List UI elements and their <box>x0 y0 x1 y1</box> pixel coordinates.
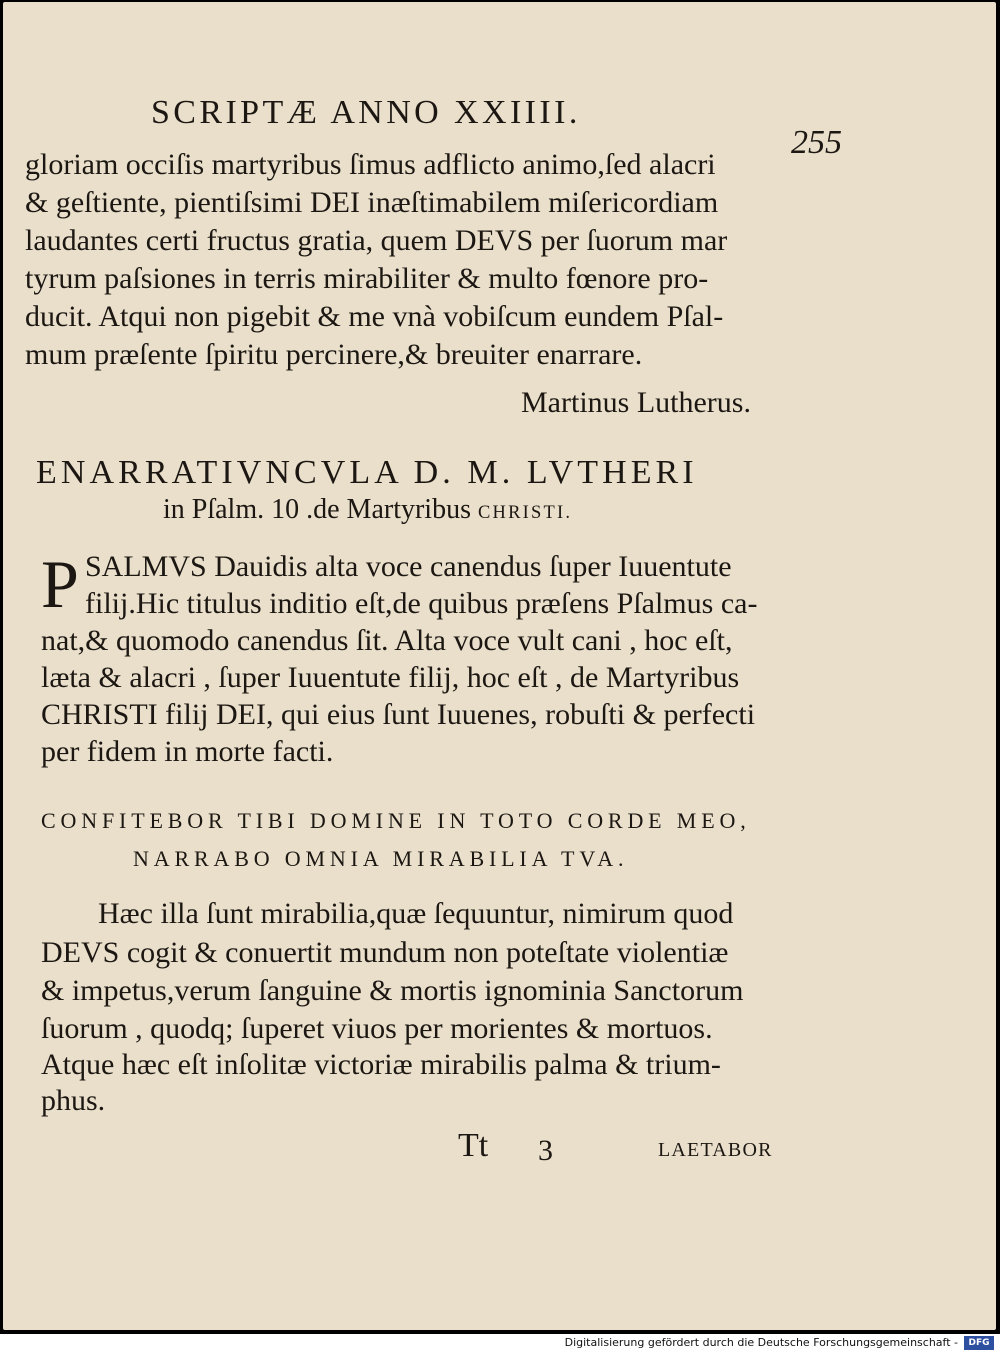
signature-number: 3 <box>538 1134 553 1167</box>
section-subtitle <box>163 494 572 526</box>
signature: Martinus Lutherus. <box>521 386 751 419</box>
text-line: & impetus,verum ſanguine & mortis ignominia Sanctorum <box>41 974 744 1007</box>
text-line: tyrum paſsiones in terris mirabiliter & multo fœnore pro- <box>25 262 709 295</box>
text-line: laudantes certi fructus gratia, quem DEVS per ſuorum mar <box>25 224 728 257</box>
text-line: Atque hæc eſt inſolitæ victoriæ mirabilis palma & trium- <box>41 1048 721 1081</box>
text-line: filij.Hic titulus inditio eſt,de quibus præſens Pſalmus ca- <box>85 587 758 620</box>
text-line: SALMVS Dauidis alta voce canendus ſuper Iuuentute <box>85 550 732 583</box>
catchword: LAETABOR <box>658 1139 773 1161</box>
text-line: læta & alacri , ſuper Iuuentute filij, hoc eſt , de Martyribus <box>41 661 740 694</box>
text-line: per fidem in morte facti. <box>41 735 334 768</box>
section-subtitle-caps: CHRISTI. <box>477 502 573 522</box>
drop-cap: P <box>41 546 79 622</box>
section-title: ENARRATIVNCVLA D. M. LVTHERI <box>36 454 698 491</box>
psalm-verse-line: NARRABO OMNIA MIRABILIA TVA. <box>133 846 629 871</box>
running-title: SCRIPTÆ ANNO XXIIII. <box>151 94 581 131</box>
folio-number: 255 <box>791 124 842 161</box>
book-page <box>3 2 996 1330</box>
text-line: DEVS cogit & conuertit mundum non poteſtate violentiæ <box>41 936 729 969</box>
text-line: ſuorum , quodq; ſuperet viuos per morientes & mortuos. <box>41 1012 713 1045</box>
digitization-footer <box>0 1334 1000 1352</box>
psalm-verse-line: CONFITEBOR TIBI DOMINE IN TOTO CORDE MEO, <box>41 808 751 833</box>
section-subtitle-text: in Pſalm. 10 .de Martyribus <box>163 494 471 525</box>
text-line: CHRISTI filij DEI, qui eius ſunt Iuuenes, robuſti & perfecti <box>41 698 756 731</box>
footer-credit: Digitalisierung gefördert durch die Deutsche Forschungsgemeinschaft - <box>564 1336 958 1349</box>
signature-mark: Tt <box>458 1127 489 1164</box>
text-line: & geſtiente, pientiſsimi DEI inæſtimabilem miſericordiam <box>25 186 719 219</box>
text-line: mum præſente ſpiritu percinere,& breuiter enarrare. <box>25 338 643 371</box>
text-line: ducit. Atqui non pigebit & me vnà vobiſcum eundem Pſal- <box>25 300 724 333</box>
dfg-logo-icon: DFG <box>964 1336 994 1350</box>
text-line: nat,& quomodo canendus ſit. Alta voce vult cani , hoc eſt, <box>41 624 733 657</box>
text-line: gloriam occiſis martyribus ſimus adflicto animo,ſed alacri <box>25 148 716 181</box>
text-line: Hæc illa ſunt mirabilia,quæ ſequuntur, nimirum quod <box>98 897 734 930</box>
text-line: phus. <box>41 1084 106 1117</box>
